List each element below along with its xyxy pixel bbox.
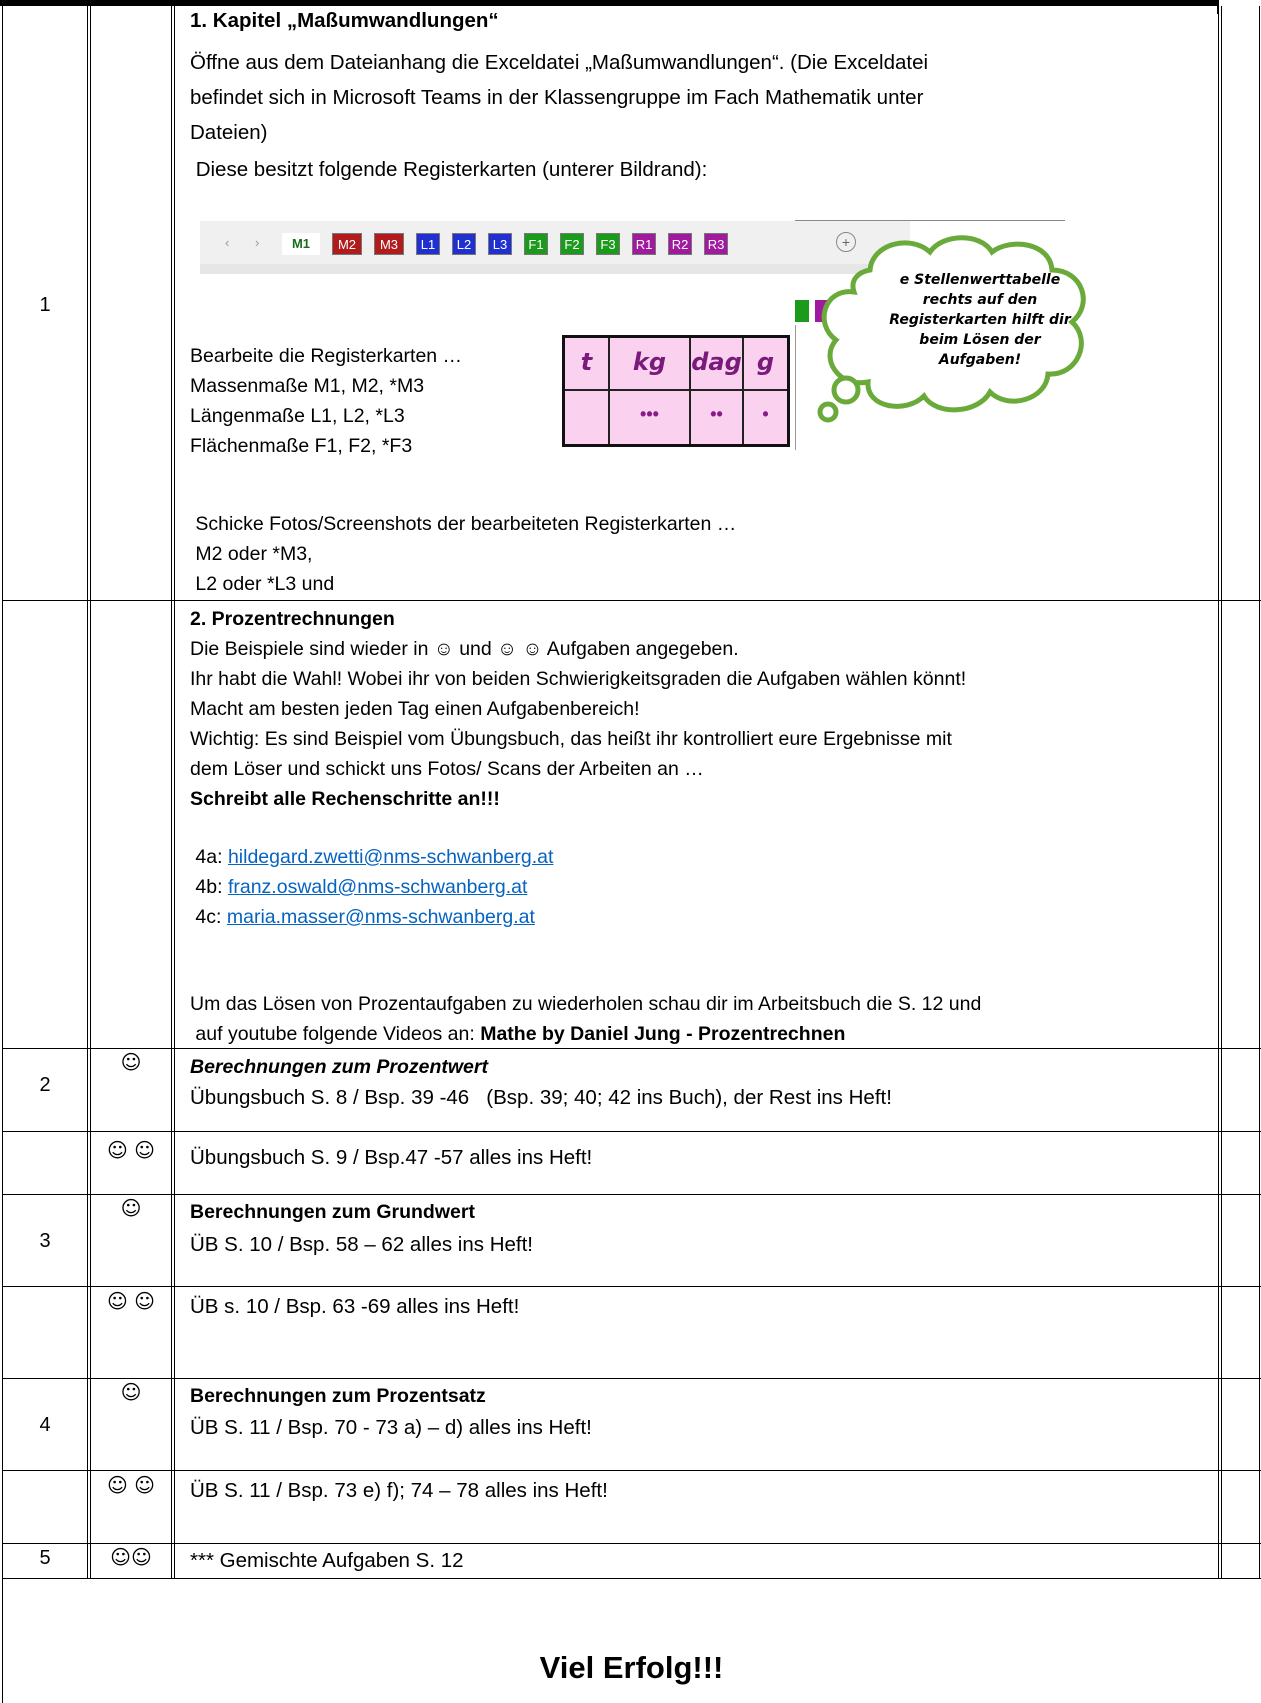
sheet-tab-r3: R3 [704, 233, 728, 255]
pv-header: kg [632, 348, 667, 376]
sheet-tab-l2: L2 [452, 233, 476, 255]
grid-line [171, 6, 172, 1578]
smiley-icon: ☺ [120, 1050, 142, 1074]
task-title: Berechnungen zum Grundwert [190, 1201, 475, 1223]
pv-dots: • [762, 404, 769, 424]
sheet-tab-f2: F2 [560, 233, 584, 255]
task-text: Übungsbuch S. 9 / Bsp.47 -57 alles ins Heft! [190, 1146, 593, 1169]
video-line: Um das Lösen von Prozentaufgaben zu wiederholen schau dir im Arbeitsbuch die S. 12 und [190, 993, 982, 1015]
row-divider [2, 1578, 1261, 1579]
pv-header: g [756, 348, 775, 376]
text-line: dem Löser und schickt uns Fotos/ Scans der Arbeiten an … [190, 758, 704, 780]
sheet-tab-f1: F1 [524, 233, 548, 255]
text-line: Die Beispiele sind wieder in ☺ und ☺ ☺ Aufgaben angegeben. [190, 638, 739, 660]
sheet-tab-m2: M2 [332, 233, 362, 255]
strip-bottom [200, 264, 910, 274]
text-line: Dateien) [190, 121, 268, 144]
smiley-icon: ☺☺ [110, 1545, 152, 1569]
email-row: 4c: maria.masser@nms-schwanberg.at [190, 906, 535, 928]
scroll-right-icon: › [255, 235, 260, 250]
bold-instruction: Schreibt alle Rechenschritte an!!! [190, 788, 500, 810]
top-border [0, 0, 1217, 6]
grid-line [2, 6, 3, 1703]
edit-line: Längenmaße L1, L2, *L3 [190, 405, 405, 427]
row-number: 5 [39, 1547, 51, 1569]
task-text: ÜB S. 11 / Bsp. 70 - 73 a) – d) alles ins Heft! [190, 1416, 592, 1439]
edit-intro: Bearbeite die Registerkarten … [190, 345, 463, 367]
section-title: 1. Kapitel „Maßumwandlungen“ [190, 9, 499, 32]
section-title: 2. Prozentrechnungen [190, 608, 395, 630]
grid-line [1218, 6, 1219, 1578]
task-text: ÜB S. 11 / Bsp. 73 e) f); 74 – 78 alles ins Heft! [190, 1479, 608, 1502]
pv-header: t [580, 348, 593, 376]
smiley-icon: ☺ ☺ [106, 1289, 156, 1313]
row-number: 1 [39, 294, 51, 316]
grid-line [1259, 6, 1260, 1578]
task-text: Übungsbuch S. 8 / Bsp. 39 -46 (Bsp. 39; 40; 42 ins Buch), der Rest ins Heft! [190, 1086, 892, 1109]
task-text: ÜB S. 10 / Bsp. 58 – 62 alles ins Heft! [190, 1233, 533, 1256]
sheet-tab-f3: F3 [596, 233, 620, 255]
email-link[interactable]: franz.oswald@nms-schwanberg.at [227, 876, 528, 898]
grid-line [174, 6, 175, 1578]
scroll-left-icon: ‹ [225, 235, 230, 250]
closing-message: Viel Erfolg!!! [539, 1650, 724, 1685]
task-text: ÜB s. 10 / Bsp. 63 -69 alles ins Heft! [190, 1295, 520, 1318]
text-line: Ihr habt die Wahl! Wobei ihr von beiden Schwierigkeitsgraden die Aufgaben wählen könnt! [190, 668, 967, 690]
row-divider [2, 1470, 1261, 1471]
row-divider [2, 600, 1261, 601]
sheet-tab-m3: M3 [374, 233, 404, 255]
cloud-text: e Stellenwerttabelle rechts auf den Registerkarten hilft dir beim Lösen der Aufgaben! [889, 272, 1071, 368]
send-intro: Schicke Fotos/Screenshots der bearbeiteten Registerkarten … [190, 513, 737, 535]
task-text: *** Gemischte Aufgaben S. 12 [190, 1549, 464, 1572]
grid-line [1221, 6, 1222, 1578]
task-title: Berechnungen zum Prozentwert [190, 1056, 488, 1078]
email-link[interactable]: maria.masser@nms-schwanberg.at [226, 906, 535, 928]
row-number: 3 [39, 1230, 51, 1252]
sheet-tab-r2: R2 [668, 233, 692, 255]
text-line: befindet sich in Microsoft Teams in der Klassengruppe im Fach Mathematik unter [190, 86, 924, 109]
send-line: M2 oder *M3, [190, 543, 313, 565]
pv-dots: ••• [640, 404, 659, 424]
edit-line: Flächenmaße F1, F2, *F3 [190, 435, 413, 457]
sheet-tab-m1: M1 [282, 233, 320, 255]
sheet-tab-l1: L1 [416, 233, 440, 255]
grid-line [87, 6, 88, 1578]
email-row: 4a: hildegard.zwetti@nms-schwanberg.at [190, 846, 554, 868]
sheet-tab-r1: R1 [632, 233, 656, 255]
edit-line: Massenmaße M1, M2, *M3 [190, 375, 425, 397]
pv-dots: •• [710, 404, 723, 424]
text-line: Öffne aus dem Dateianhang die Exceldatei „Maßumwandlungen“. (Die Exceldatei [190, 51, 929, 74]
video-line: auf youtube folgende Videos an: Mathe by Daniel Jung - Prozentrechnen [190, 1023, 846, 1045]
grid-line [90, 6, 91, 1578]
decor-line [795, 325, 796, 450]
excel-tab-strip [200, 221, 910, 274]
text-line: Wichtig: Es sind Beispiel vom Übungsbuch, das heißt ihr kontrolliert eure Ergebnisse mit [190, 728, 952, 750]
decor-line [795, 220, 1065, 221]
pv-header: dag [691, 348, 742, 376]
tab-fragment [795, 300, 809, 322]
row-divider [2, 1286, 1261, 1287]
place-value-table [562, 335, 790, 447]
row-divider [2, 1194, 1261, 1195]
row-number: 4 [39, 1414, 51, 1436]
row-divider [2, 1543, 1261, 1544]
smiley-icon: ☺ [120, 1196, 142, 1220]
smiley-icon: ☺ ☺ [106, 1473, 156, 1497]
add-sheet-icon: + [836, 232, 856, 252]
smiley-icon: ☺ ☺ [106, 1138, 156, 1162]
row-number: 2 [39, 1074, 51, 1096]
sheet-tab-l3: L3 [488, 233, 512, 255]
task-title: Berechnungen zum Prozentsatz [190, 1385, 486, 1407]
row-divider [2, 1131, 1261, 1132]
send-line: L2 oder *L3 und [190, 573, 335, 595]
email-row: 4b: franz.oswald@nms-schwanberg.at [190, 876, 528, 898]
email-link[interactable]: hildegard.zwetti@nms-schwanberg.at [227, 846, 554, 868]
text-line: Macht am besten jeden Tag einen Aufgabenbereich! [190, 698, 640, 720]
row-divider [2, 1378, 1261, 1379]
smiley-icon: ☺ [120, 1380, 142, 1404]
text-line: Diese besitzt folgende Registerkarten (unterer Bildrand): [190, 158, 708, 181]
